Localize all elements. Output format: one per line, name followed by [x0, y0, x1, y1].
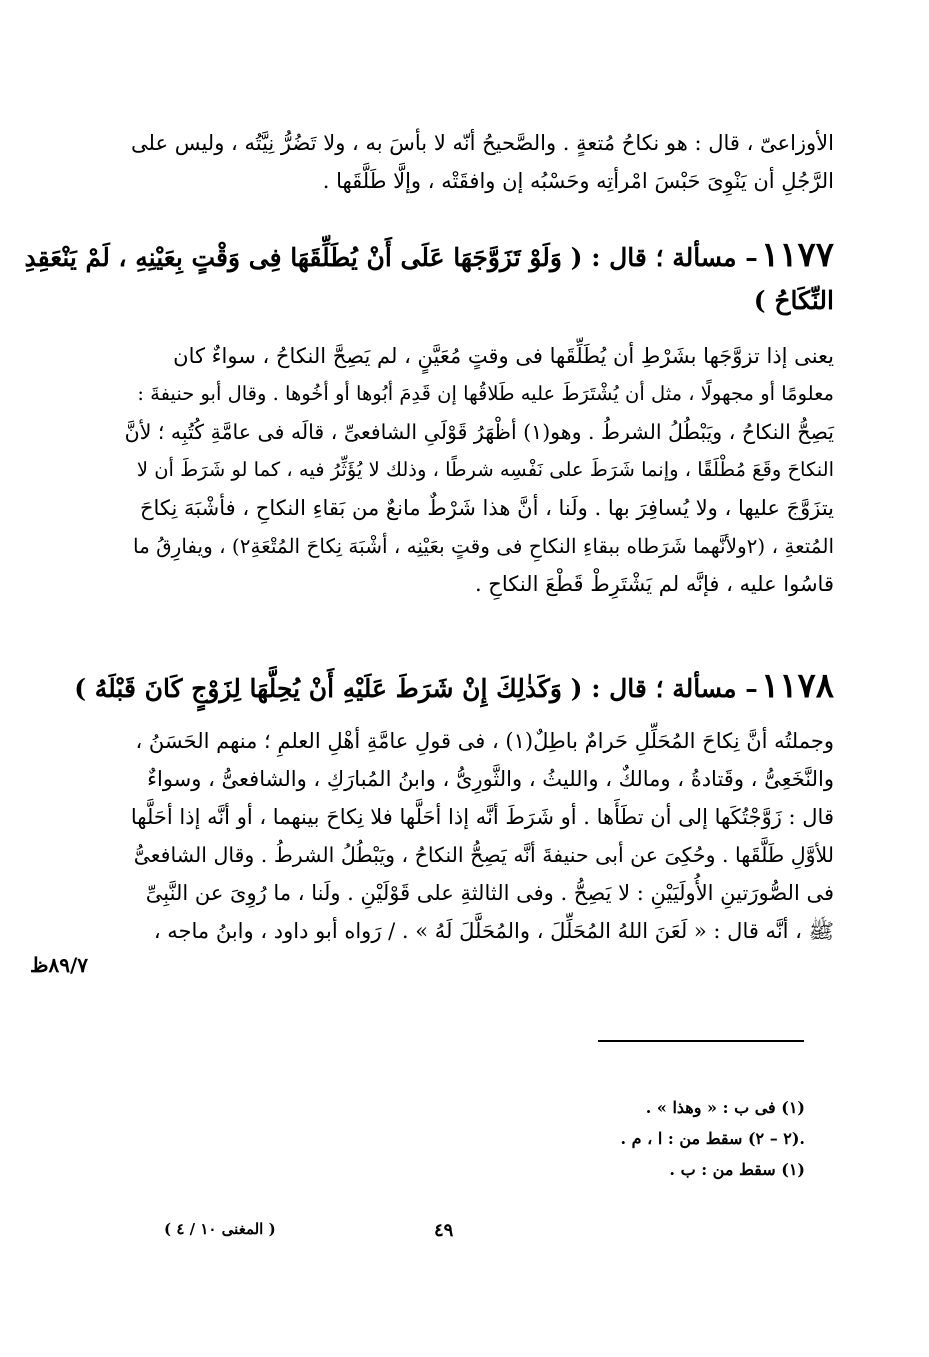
paragraph-intro: [124, 124, 834, 200]
text-line: وجملتُه أنَّ نِكاحَ المُحَلِّلِ حَرامٌ باطِلٌ(١) ، فى قولِ عامَّةِ أهْلِ العلمِ ؛ منهم الحَسَنُ ،: [135, 729, 834, 753]
margin-manuscript-ref: ٨٩/٧ظ: [30, 953, 89, 977]
masala-heading-line: [24, 232, 834, 278]
footnote: (١) سقط من : ب .: [669, 1160, 805, 1179]
text-line: يعنى إذا تزوَّجَها بشَرْطِ أن يُطَلِّقَها فى وقتٍ مُعَيَّنٍ ، لم يَصِحَّ النكاحُ ، سواءٌ كان: [173, 344, 834, 368]
text-line: للأوَّلِ طَلَّقَها . وحُكِىَ عن أبى حنيفةَ أنَّه يَصِحُّ النكاحُ ، ويَبْطُلُ الشرطُ . وقال الشافعىُّ: [133, 843, 834, 867]
text-line: قاسُوا عليه ، فإنَّه لم يَشْتَرِطْ قَطْعَ النكاحِ .: [474, 572, 834, 596]
text-line: الأوزاعىّ ، قال : هو نكاحُ مُتعةٍ . والصَّحيحُ أنّه لا بأسَ به ، ولا تَضُرُّ نِيَّتُه ، وليس على: [131, 131, 834, 155]
text-line: المُتعةِ ، (٢ولأنَّهما شَرَطاه ببقاءِ النكاحِ فى وقتٍ بعَيْنِه ، أشْبَهَ نِكاحَ المُتْعَةِ٢) ، ويفارِقُ ما: [132, 534, 834, 558]
text-line: النكاحَ وقَعَ مُطْلَقًا ، وإنما شَرَطَ على نَفْسِه شرطًا ، وذلك لا يُؤَثِّرُ فيه ، كما لو شَرَطَ أن لا: [136, 458, 834, 481]
paragraph-1177: [124, 337, 834, 603]
text-line: يَصِحُّ النكاحُ ، ويَبْطُلُ الشرطُ . وهو(١) أظْهَرُ قَوْلَىِ الشافعىِّ ، قالَه فى عامَّةِ كُتُبِه ؛ لأنَّ: [124, 420, 834, 444]
text-line: الرَّجُلِ أن يَنْوِىَ حَبْسَ امْرأتِه وحَسْبُه إن وافقَتْه ، وإلَّا طَلَّقَها .: [322, 169, 834, 193]
text-line: يتزَوَّجَ عليها ، ولا يُسافِرَ بها . ولَنا ، أنَّ هذا شَرْطٌ مانعٌ من بَقاءِ النكاحِ ، فأشْبَهَ نِكاحَ: [139, 496, 834, 520]
masala-number: ١١٧٧: [760, 235, 834, 275]
paragraph-1178: [124, 722, 834, 950]
masala-1178-heading: [74, 663, 834, 709]
masala-text: النِّكَاحُ ): [753, 286, 834, 315]
page-footer: [0, 1220, 929, 1244]
text-line: قال : زَوَّجْتُكَها إلى أن تطَأَها . أو شَرَطَ أنَّه إذا أحَلَّها فلا نِكاحَ بينهما ، أو أنَّه إذا أحَلَّها: [130, 805, 834, 829]
page-number: ٤٩: [434, 1220, 454, 1241]
masala-text: – مسألة ؛ قال : ( وَكَذٰلِكَ إِنْ شَرَطَ عَلَيْهِ أَنْ يُحِلَّهَا لِزَوْجٍ كَانَ قَبْلَهُ ): [74, 674, 758, 703]
text-line: ﷺ ، أنَّه قال : « لَعَنَ اللهُ المُحَلِّلَ ، والمُحَلَّلَ لَهُ » . / رَواه أبو داود ، وابنُ ماجه ،: [153, 919, 834, 943]
masala-number: ١١٧٨: [760, 666, 834, 706]
footnotes: [621, 1092, 805, 1185]
masala-heading-line: [74, 663, 834, 709]
footnote-separator: [598, 1040, 804, 1042]
text-line: فى الصُّورَتينِ الأُولَيَيْنِ : لا يَصِحُّ . وفى الثالثةِ على قَوْلَيْنِ . ولَنا ، ما رُوِىَ عن النَّبِىِّ: [145, 881, 834, 905]
footnote: (١) فى ب : « وهذا » .: [645, 1098, 805, 1117]
running-title: ( المغنى ١٠ / ٤ ): [164, 1220, 276, 1238]
text-line: والنَّخَعِىُّ ، وقَتادةُ ، ومالكٌ ، والليثُ ، والثَّورِىُّ ، وابنُ المُبارَكِ ، والشافعىُّ ، وسواءٌ: [147, 767, 834, 791]
masala-1177-heading: [24, 232, 834, 324]
masala-text: – مسألة ؛ قال : ( وَلَوْ تَزَوَّجَهَا عَلَى أَنْ يُطَلِّقَهَا فِى وَقْتٍ بِعَيْنِهِ ، لَمْ يَنْعَقِدِ: [24, 243, 758, 272]
footnote: .(٢ – ٢) سقط من : ا ، م .: [620, 1129, 805, 1148]
text-line: معلومًا أو مجهولًا ، مثل أن يُشْتَرَطَ عليه طَلاقُها إن قَدِمَ أبُوها أو أخُوها . وقال أبو حنيفةَ :: [137, 382, 834, 405]
